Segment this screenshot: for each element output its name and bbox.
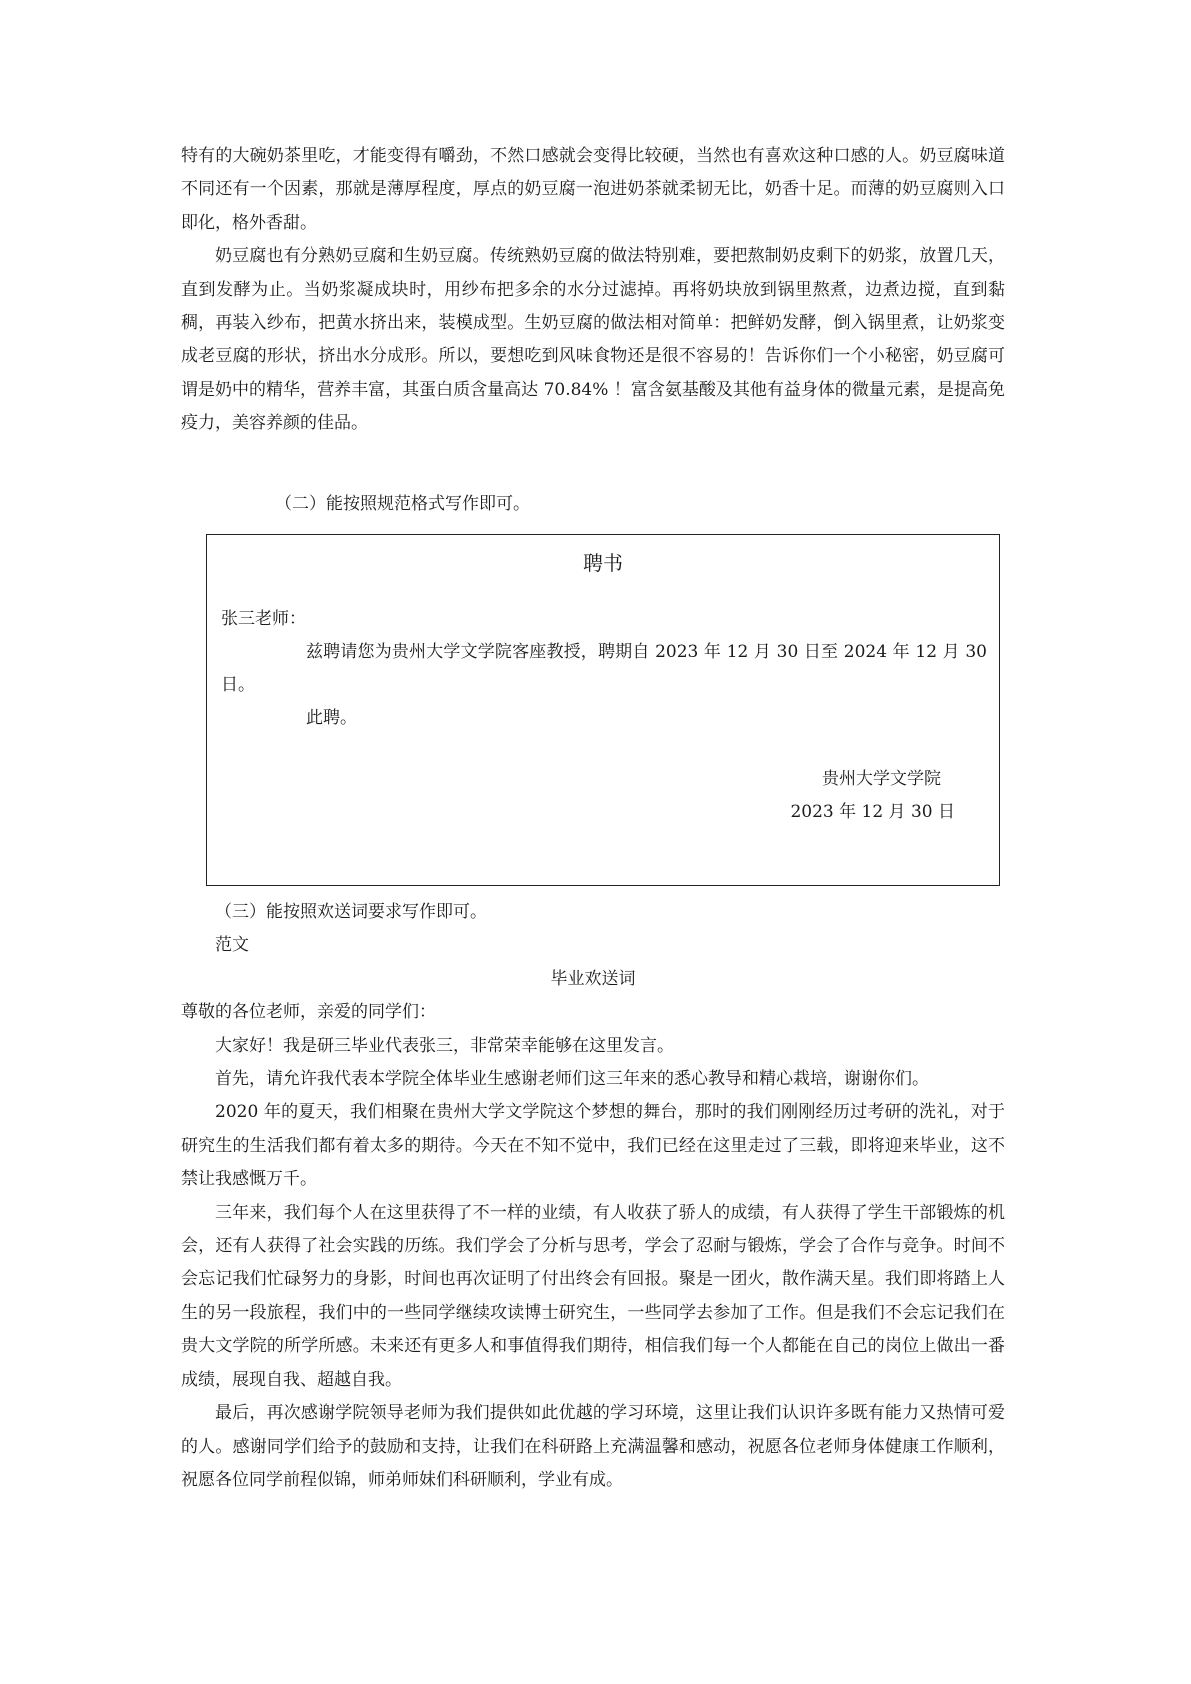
letter-body — [221, 603, 987, 735]
paragraph: 特有的大碗奶茶里吃，才能变得有嚼劲，不然口感就会变得比较硬，当然也有喜欢这种口感的人。奶豆腐味道不同还有一个因素，那就是薄厚程度，厚点的奶豆腐一泡进奶茶就柔韧无比，奶香十足。而薄的奶豆腐则入口即化，格外香甜。 — [181, 146, 1005, 233]
paragraph: 最后，再次感谢学院领导老师为我们提供如此优越的学习环境，这里让我们认识许多既有能力又热情可爱的人。感谢同学们给予的鼓励和支持，让我们在科研路上充满温馨和感动，祝愿各位老师身体健康工作顺利，祝愿各位同学前程似锦，师弟师妹们科研顺利，学业有成。 — [181, 1403, 1005, 1490]
speech-title: 毕业欢送词 — [550, 968, 636, 989]
farewell-speech-section — [181, 896, 1005, 1497]
milk-tofu-section — [181, 140, 1005, 441]
letter-salutation: 张三老师： — [221, 609, 306, 629]
letter-title: 聘书 — [583, 551, 623, 575]
letter-content: 兹聘请您为贵州大学文学院客座教授，聘期自 2023 年 12 月 30 日至 2024 年 12 月 30 日。 — [221, 642, 987, 695]
appointment-letter-box — [206, 534, 1000, 886]
paragraph: 2020 年的夏天，我们相聚在贵州大学文学院这个梦想的舞台，那时的我们刚刚经历过考研的洗礼，对于研究生的生活我们都有着太多的期待。今天在不知不觉中，我们已经在这里走过了三载，即将迎来毕业，这不禁让我感慨万千。 — [181, 1102, 1005, 1190]
letter-organization: 贵州大学文学院 — [822, 769, 941, 789]
paragraph: 大家好！我是研三毕业代表张三，非常荣幸能够在这里发言。 — [215, 1035, 674, 1056]
speech-salutation: 尊敬的各位老师，亲爱的同学们： — [181, 1002, 436, 1023]
section-three-heading: （三）能按照欢送词要求写作即可。 — [215, 902, 487, 922]
section-two-heading: （二）能按照规范格式写作即可。 — [275, 494, 530, 514]
paragraph: 首先，请允许我代表本学院全体毕业生感谢老师们这三年来的悉心教导和精心栽培，谢谢你们。 — [215, 1069, 929, 1090]
letter-date: 2023 年 12 月 30 日 — [790, 802, 955, 822]
paragraph: 三年来，我们每个人在这里获得了不一样的业绩，有人收获了骄人的成绩，有人获得了学生干部锻炼的机会，还有人获得了社会实践的历练。我们学会了分析与思考，学会了忍耐与锻炼，学会了合作与竞争。时间不会忘记我们忙碌努力的身影，时间也再次证明了付出终会有回报。聚是一团火，散作满天星。我们即将踏上人生的另一段旅程，我们中的一些同学继续攻读博士研究生，一些同学去参加了工作。但是我们不会忘记我们在贵大文学院的所学所感。未来还有更多人和事值得我们期待，相信我们每一个人都能在自己的岗位上做出一番成绩，展现自我、超越自我。 — [181, 1202, 1005, 1390]
sample-label: 范文 — [215, 935, 249, 956]
paragraph: 奶豆腐也有分熟奶豆腐和生奶豆腐。传统熟奶豆腐的做法特别难，要把熬制奶皮剩下的奶浆，放置几天，直到发酵为止。当奶浆凝成块时，用纱布把多余的水分过滤掉。再将奶块放到锅里熬煮，边煮边搅，直到黏稠，再装入纱布，把黄水挤出来，装模成型。生奶豆腐的做法相对简单：把鲜奶发酵，倒入锅里煮，让奶浆变成老豆腐的形状，挤出水分成形。所以，要想吃到风味食物还是很不容易的！告诉你们一个小秘密，奶豆腐可谓是奶中的精华，营养丰富，其蛋白质含量高达 70.84% ！富含氨基酸及其他有益身体的微量元素，是提高免疫力，美容养颜的佳品。 — [181, 246, 1005, 434]
letter-closing: 此聘。 — [306, 708, 357, 728]
